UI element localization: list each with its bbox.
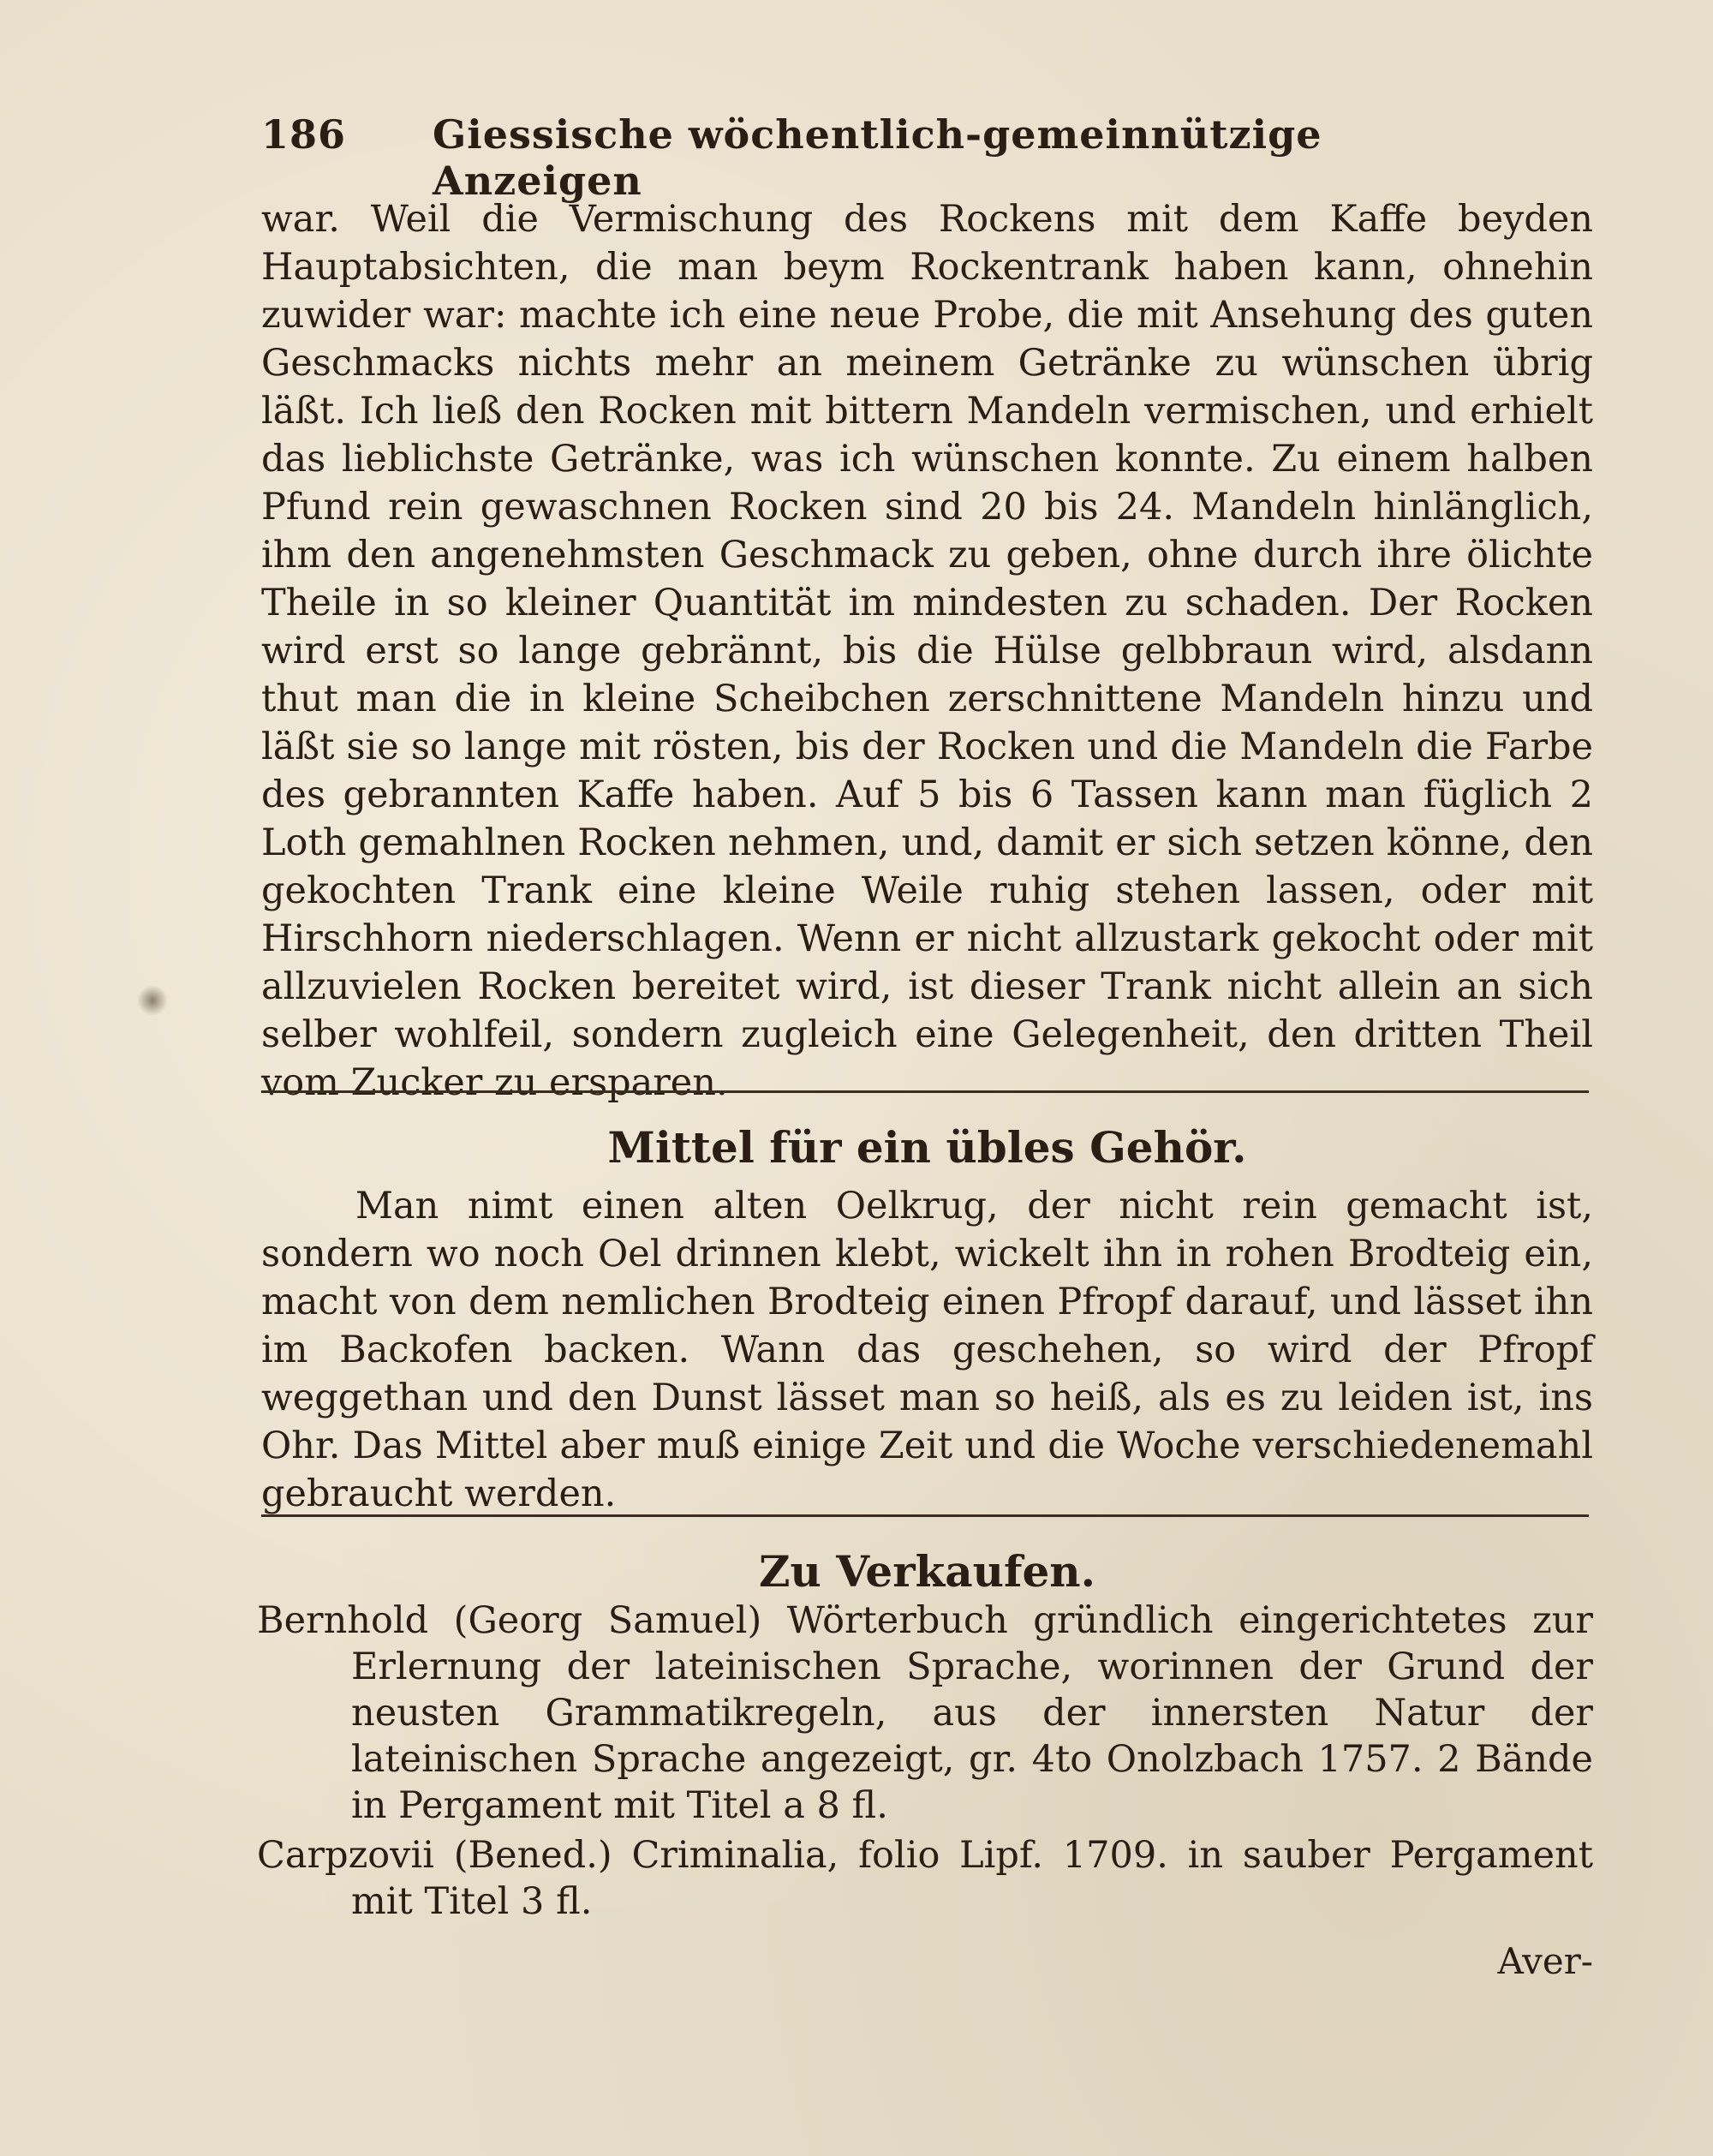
running-title: Giessische wöchentlich-gemeinnützige Anzeigen <box>433 111 1322 204</box>
article-rocken-text <box>261 195 1593 1107</box>
section-heading-verkaufen: Zu Verkaufen. <box>758 1546 1096 1597</box>
sale-entry-bernhold: Bernhold (Georg Samuel) Wörterbuch gründlich eingerichtetes zur Erlernung der lateinischen Sprache, worinnen der Grund der neusten Grammatikregeln, aus der innersten Natur der lateinischen Sprache angezeigt, gr. 4to Onolzbach 1757. 2 Bände in Pergament mit Titel a 8 fl. <box>257 1599 1593 1827</box>
section-divider <box>261 1090 1589 1093</box>
sale-entry-carpzovii: Carpzovii (Bened.) Criminalia, folio Lipf. 1709. in sauber Pergament mit Titel 3 fl. <box>257 1834 1593 1923</box>
section-heading-gehoer: Mittel für ein übles Gehör. <box>607 1122 1247 1173</box>
article-paragraph: Man nimt einen alten Oelkrug, der nicht rein gemacht ist, sondern wo noch Oel drinnen klebt, wickelt ihn in rohen Brodteig ein, macht von dem nemlichen Brodteig einen Pfropf darauf, und lässet ihn im Backofen backen. Wann das geschehen, so wird der Pfropf weggethan und den Dunst lässet man so heiß, als es zu leiden ist, ins Ohr. Das Mittel aber muß einige Zeit und die Woche verschiedenemahl gebraucht werden. <box>261 1185 1593 1515</box>
catchword: Aver- <box>1497 1940 1593 1982</box>
page-header <box>261 111 1443 204</box>
article-gehoer-text <box>261 1182 1593 1518</box>
ink-spot <box>137 985 168 1016</box>
sale-list <box>257 1598 1593 1928</box>
page-number: 186 <box>261 111 347 158</box>
article-paragraph: war. Weil die Vermischung des Rockens mit dem Kaffe beyden Hauptabsichten, die man beym Rockentrank haben kann, ohnehin zuwider war: machte ich eine neue Probe, die mit Ansehung des guten Geschmacks nichts mehr an meinem Getränke zu wünschen übrig läßt. Ich ließ den Rocken mit bittern Mandeln vermischen, und erhielt das lieblichste Getränke, was ich wünschen konnte. Zu einem halben Pfund rein gewaschnen Rocken sind 20 bis 24. Mandeln hinlänglich, ihm den angenehmsten Geschmack zu geben, ohne durch ihre ölichte Theile in so kleiner Quantität im mindesten zu schaden. Der Rocken wird erst so lange gebrännt, bis die Hülse gelbbraun wird, alsdann thut man die in kleine Scheibchen zerschnittene Mandeln hinzu und läßt sie so lange mit rösten, bis der Rocken und die Mandeln die Farbe des gebrannten Kaffe haben. Auf 5 bis 6 Tassen kann man füglich 2 Loth gemahlnen Rocken nehmen, und, damit er sich setzen könne, den gekochten Trank eine kleine Weile ruhig stehen lassen, oder mit Hirschhorn niederschlagen. Wenn er nicht allzustark gekocht oder mit allzuvielen Rocken bereitet wird, ist dieser Trank nicht allein an sich selber wohlfeil, sondern zugleich eine Gelegenheit, den dritten Theil vom Zucker zu ersparen. <box>261 198 1593 1104</box>
section-divider <box>261 1514 1589 1517</box>
